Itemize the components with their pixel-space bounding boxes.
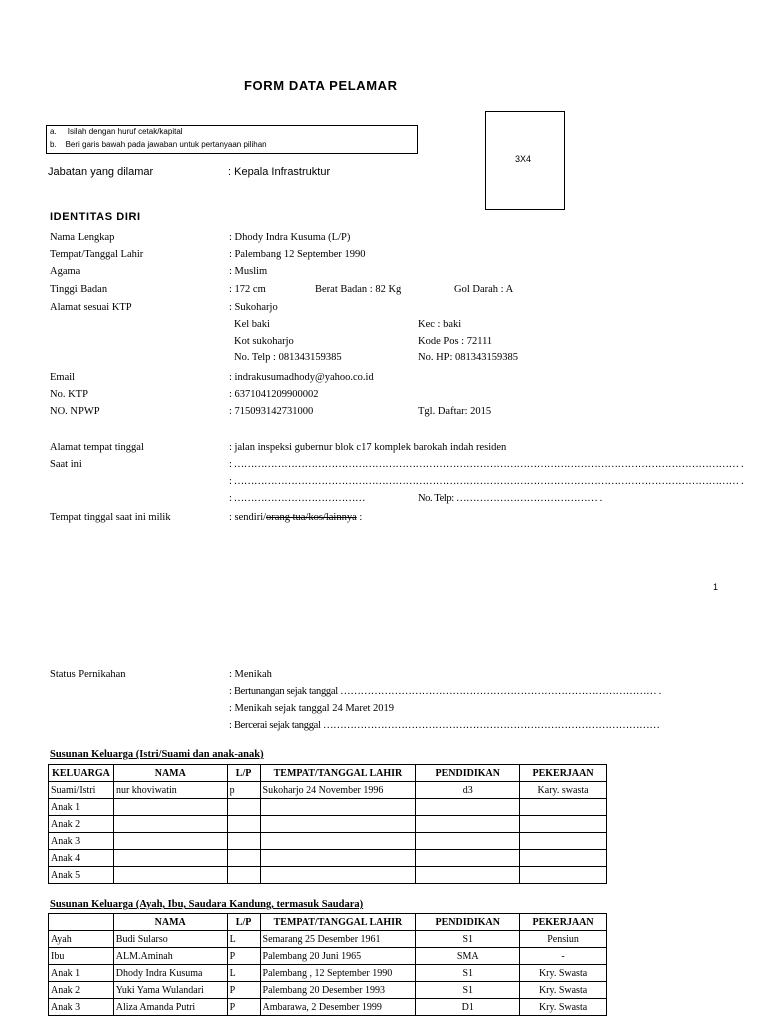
table-row [49,931,607,948]
residence-value[interactable] [229,512,362,523]
header-cell: PEKERJAAN [520,914,607,931]
birth-cell[interactable] [260,850,416,867]
table-row [49,982,607,999]
weight-value[interactable]: Berat Badan : 82 Kg [315,284,402,295]
occupation-cell[interactable]: Kry. Swasta [520,982,607,999]
residence-end: : [356,512,363,523]
page-number: 1 [713,582,719,592]
name-cell[interactable] [113,833,227,850]
birth-value[interactable]: : Palembang 12 September 1990 [229,249,366,260]
table-row [49,816,607,833]
birth-cell[interactable]: Palembang , 12 September 1990 [260,965,416,982]
table-row [49,867,607,884]
instruction-b [50,140,267,149]
ktp-address-label: Alamat sesuai KTP [50,302,132,313]
name-cell[interactable]: nur khoviwatin [113,782,227,799]
form-title: FORM DATA PELAMAR [244,78,398,93]
header-cell: KELUARGA [49,765,114,782]
gender-cell[interactable] [227,850,260,867]
instruction-text: Beri garis bawah pada jawaban untuk pertanyaan pilihan [65,140,267,149]
birth-cell[interactable] [260,799,416,816]
identity-heading: IDENTITAS DIRI [50,211,141,223]
phone-value[interactable]: No. Telp : 081343159385 [234,352,342,363]
birth-cell[interactable]: Palembang 20 Juni 1965 [260,948,416,965]
parents-family-title: Susunan Keluarga (Ayah, Ibu, Saudara Kandung, termasuk Saudara) [50,899,364,910]
registered-date-value[interactable]: Tgl. Daftar: 2015 [418,406,492,417]
birth-label: Tempat/Tanggal Lahir [50,249,144,260]
occupation-cell[interactable] [520,867,607,884]
education-cell[interactable]: d3 [416,782,520,799]
table-row [49,833,607,850]
ktp-label: No. KTP [50,389,88,400]
instruction-marker: a. [50,127,57,136]
relation-cell: Anak 5 [49,867,114,884]
photo-size-label: 3X4 [515,154,532,164]
postal-code-value[interactable]: Kode Pos : 72111 [418,336,493,347]
table-header-row [49,765,607,782]
relation-cell: Anak 3 [49,833,114,850]
email-value[interactable]: : indrakusumadhody@yahoo.co.id [229,372,374,383]
relation-cell: Anak 3 [49,999,114,1016]
birth-cell[interactable]: Sukoharjo 24 November 1996 [260,782,416,799]
birth-cell[interactable]: Semarang 25 Desember 1961 [260,931,416,948]
occupation-cell[interactable] [520,799,607,816]
occupation-cell[interactable]: Kary. swasta [520,782,607,799]
marital-option-divorced[interactable]: : Bercerai sejak tanggal ……………………………………………………………………………………… [229,720,660,731]
birth-cell[interactable]: Palembang 20 Desember 1993 [260,982,416,999]
instruction-a [50,127,183,136]
relation-cell: Anak 4 [49,850,114,867]
education-cell[interactable]: S1 [416,965,520,982]
kelurahan-value[interactable]: Kel baki [234,319,270,330]
ktp-value[interactable]: : 6371041209900002 [229,389,319,400]
gender-cell[interactable] [227,833,260,850]
name-cell[interactable]: Aliza Amanda Putri [113,999,227,1016]
header-cell: TEMPAT/TANGGAL LAHIR [260,765,416,782]
address-blank-line[interactable]: : …………………………………………………………………………………………………………………………………… . [229,459,744,470]
address-blank-line[interactable]: : ………………………………… [229,493,366,504]
kecamatan-value[interactable]: Kec : baki [418,319,462,330]
email-label: Email [50,372,76,383]
name-cell[interactable]: Yuki Yama Wulandari [113,982,227,999]
current-address-label: Alamat tempat tinggal [50,442,144,453]
height-value[interactable]: : 172 cm [229,284,266,295]
relation-cell: Anak 2 [49,816,114,833]
education-cell[interactable] [416,867,520,884]
education-cell[interactable]: S1 [416,982,520,999]
now-label: Saat ini [50,459,82,470]
instruction-box [46,125,418,154]
header-cell: L/P [227,765,260,782]
birth-cell[interactable]: Ambarawa, 2 Desember 1999 [260,999,416,1016]
birth-cell[interactable] [260,867,416,884]
religion-value[interactable]: : Muslim [229,266,268,277]
marital-option-married-since[interactable]: : Menikah sejak tanggal 24 Maret 2019 [229,703,395,714]
residence-own: : sendiri/ [229,512,267,523]
name-cell[interactable] [113,850,227,867]
ktp-address-value[interactable]: : Sukoharjo [229,302,278,313]
spouse-family-title: Susunan Keluarga (Istri/Suami dan anak-anak) [50,749,264,760]
gender-cell[interactable]: P [227,999,260,1016]
gender-cell[interactable]: P [227,982,260,999]
photo-box [485,111,565,210]
blood-type-value[interactable]: Gol Darah : A [454,284,514,295]
gender-cell[interactable] [227,799,260,816]
occupation-cell[interactable]: - [520,948,607,965]
occupation-cell[interactable] [520,816,607,833]
position-label: Jabatan yang dilamar [48,166,154,178]
parents-family-table [48,913,607,1016]
table-row [49,782,607,799]
name-cell[interactable]: Dhody Indra Kusuma [113,965,227,982]
relation-cell: Anak 1 [49,965,114,982]
occupation-cell[interactable] [520,833,607,850]
birth-cell[interactable] [260,833,416,850]
instruction-text: Isilah dengan huruf cetak/kapital [67,127,183,136]
name-value[interactable]: : Dhody Indra Kusuma (L/P) [229,232,351,243]
header-cell: TEMPAT/TANGGAL LAHIR [260,914,416,931]
education-cell[interactable] [416,850,520,867]
occupation-cell[interactable]: Kry. Swasta [520,965,607,982]
education-cell[interactable] [416,833,520,850]
position-value[interactable]: : Kepala Infrastruktur [228,166,331,178]
header-cell: NAMA [113,914,227,931]
name-cell[interactable] [113,816,227,833]
name-cell[interactable] [113,867,227,884]
kota-value[interactable]: Kot sukoharjo [234,336,294,347]
residence-struck-options: orang tua/kos/lainnya [266,512,357,523]
npwp-label: NO. NPWP [50,406,100,417]
occupation-cell[interactable] [520,850,607,867]
marital-label: Status Pernikahan [50,669,126,680]
table-row [49,999,607,1016]
instruction-marker: b. [50,140,57,149]
header-cell: PENDIDIKAN [416,765,520,782]
name-cell[interactable]: ALM.Aminah [113,948,227,965]
education-cell[interactable]: S1 [416,931,520,948]
npwp-value[interactable]: : 715093142731000 [229,406,314,417]
header-cell: NAMA [113,765,227,782]
relation-cell: Anak 1 [49,799,114,816]
gender-cell[interactable]: L [227,965,260,982]
gender-cell[interactable]: P [227,948,260,965]
phone-blank[interactable]: No. Telp: …………………………………… . [418,493,602,504]
header-cell: PEKERJAAN [520,765,607,782]
occupation-cell[interactable]: Pensiun [520,931,607,948]
residence-label: Tempat tinggal saat ini milik [50,512,171,523]
birth-cell[interactable] [260,816,416,833]
marital-option-married[interactable]: : Menikah [229,669,272,680]
gender-cell[interactable]: L [227,931,260,948]
occupation-cell[interactable]: Kry. Swasta [520,999,607,1016]
relation-cell: Ayah [49,931,114,948]
height-label: Tinggi Badan [50,284,108,295]
table-row [49,965,607,982]
gender-cell[interactable] [227,867,260,884]
address-blank-line[interactable]: : …………………………………………………………………………………………………………………………………… . [229,476,744,487]
education-cell[interactable] [416,816,520,833]
gender-cell[interactable] [227,816,260,833]
current-address-value[interactable]: : jalan inspeksi gubernur blok c17 komplek barokah indah residen [229,442,507,453]
education-cell[interactable]: D1 [416,999,520,1016]
name-cell[interactable]: Budi Sularso [113,931,227,948]
marital-option-engaged[interactable]: : Bertunangan sejak tanggal ………………………………………………………………………………… . [229,686,661,697]
table-header-row [49,914,607,931]
name-label: Nama Lengkap [50,232,115,243]
relation-cell: Anak 2 [49,982,114,999]
name-cell[interactable] [113,799,227,816]
religion-label: Agama [50,266,81,277]
header-cell: L/P [227,914,260,931]
relation-cell: Suami/Istri [49,782,114,799]
handphone-value[interactable]: No. HP: 081343159385 [418,352,519,363]
education-cell[interactable] [416,799,520,816]
gender-cell[interactable]: p [227,782,260,799]
table-row [49,948,607,965]
spouse-family-table [48,764,607,884]
header-cell [49,914,114,931]
education-cell[interactable]: SMA [416,948,520,965]
relation-cell: Ibu [49,948,114,965]
header-cell: PENDIDIKAN [416,914,520,931]
table-row [49,850,607,867]
table-row [49,799,607,816]
